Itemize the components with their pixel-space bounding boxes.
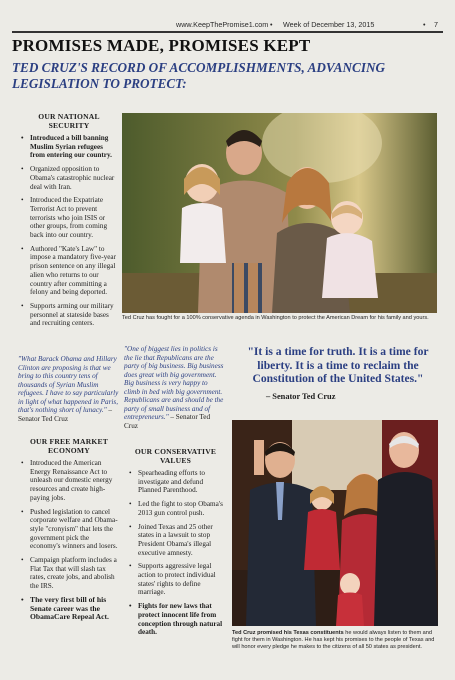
middle-quote-text: "One of biggest lies in politics is the lie that Republicans are the party of big business. Big business does great with big government. Big business is very happy to climb in bed with big government. Republicans are and should be the party of small business and of entrepreneurs." xyxy=(124,345,224,421)
swearing-in-caption-lead: Ted Cruz promised his Texas constituents xyxy=(232,630,344,636)
conservative-values-section xyxy=(128,447,223,642)
list-item: • Authored "Kate's Law" to impose a mandatory five-year prison sentence on any illegal alien who returns to our country after committing a felony and being deported. xyxy=(20,245,118,297)
swearing-in-photo xyxy=(232,420,438,626)
list-item: • Fights for new laws that protect innocent life from conception through natural death. xyxy=(128,602,223,637)
security-quote-text: "What Barack Obama and Hillary Clinton are proposing is that we bring to this country tens of thousands of Syrian Muslim refugees. I have to say particularly in light of what happened in Paris, that's nothing short of lunacy." xyxy=(18,355,119,414)
conservative-values-list xyxy=(128,469,223,637)
issue-week: Week of December 13, 2015 xyxy=(283,20,375,29)
list-item: • The very first bill of his Senate career was the ObamaCare Repeal Act. xyxy=(20,596,118,622)
security-quote xyxy=(18,355,121,423)
national-security-title: OUR NATIONAL SECURITY xyxy=(38,112,100,130)
page-header xyxy=(0,18,455,32)
header-separator-dot: • xyxy=(270,20,273,29)
swearing-in-photo-image xyxy=(232,420,438,626)
security-quote-attribution: – Senator Ted Cruz xyxy=(18,406,113,423)
header-separator-dot: • xyxy=(423,20,426,29)
list-item: • Introduced a bill banning Muslim Syrian refugees from entering our country. xyxy=(20,134,118,160)
page-number: 7 xyxy=(434,20,438,29)
national-security-section xyxy=(20,112,118,333)
featured-quote: "It is a time for truth. It is a time for liberty. It is a time to reclaim the Constitution of the United States." xyxy=(247,345,429,385)
list-item: • Organized opposition to Obama's catastrophic nuclear deal with Iran. xyxy=(20,165,118,191)
swearing-in-caption-text: he would always listen to them and fight for them in Washington. He has kept his promises to the people of Texas and will honor every pledge he makes to the citizens of all 50 states as president. xyxy=(232,630,435,650)
conservative-values-title: OUR CONSERVATIVE VALUES xyxy=(134,447,217,465)
middle-quote-attribution: – Senator Ted Cruz xyxy=(124,413,211,430)
family-photo xyxy=(122,113,437,313)
list-item: • Supports arming our military personnel at stateside bases and recruiting centers. xyxy=(20,302,118,328)
list-item: • Introduced the Expatriate Terrorist Act to prevent terrorists who join ISIS or other groups, from coming back into our country. xyxy=(20,196,118,240)
page-subheadline: TED CRUZ'S RECORD OF ACCOMPLISHMENTS, ADVANCING LEGISLATION TO PROTECT: xyxy=(12,60,385,91)
featured-quote-attribution: – Senator Ted Cruz xyxy=(266,392,336,401)
website-url[interactable]: www.KeepThePromise1.com xyxy=(176,20,269,29)
family-photo-caption: Ted Cruz has fought for a 100% conservative agenda in Washington to protect the American Dream for his family and yours. xyxy=(122,315,429,321)
free-market-title: OUR FREE MARKET ECONOMY xyxy=(29,437,109,455)
list-item: • Introduced the American Energy Renaissance Act to unleash our domestic energy resources and create high-paying jobs. xyxy=(20,459,118,503)
list-item: • Pushed legislation to cancel corporate welfare and Obama-style "cronyism" that lets the government pick the economy's winners and losers. xyxy=(20,508,118,552)
swearing-in-caption xyxy=(232,630,442,650)
list-item: • Led the fight to stop Obama's 2013 gun control push. xyxy=(128,500,223,517)
free-market-list xyxy=(20,459,118,622)
list-item: • Campaign platform includes a Flat Tax that will slash tax rates, create jobs, and abolish the IRS. xyxy=(20,556,118,591)
list-item: • Supports aggressive legal action to protect individual states' rights to define marriage. xyxy=(128,562,223,597)
page-headline: PROMISES MADE, PROMISES KEPT xyxy=(12,36,311,55)
header-rule xyxy=(12,31,443,33)
middle-quote xyxy=(124,345,225,430)
free-market-section xyxy=(20,437,118,627)
national-security-list xyxy=(20,134,118,328)
list-item: • Joined Texas and 25 other states in a lawsuit to stop President Obama's illegal executive amnesty. xyxy=(128,523,223,558)
list-item: • Spearheading efforts to investigate and defund Planned Parenthood. xyxy=(128,469,223,495)
family-photo-image xyxy=(122,113,437,313)
